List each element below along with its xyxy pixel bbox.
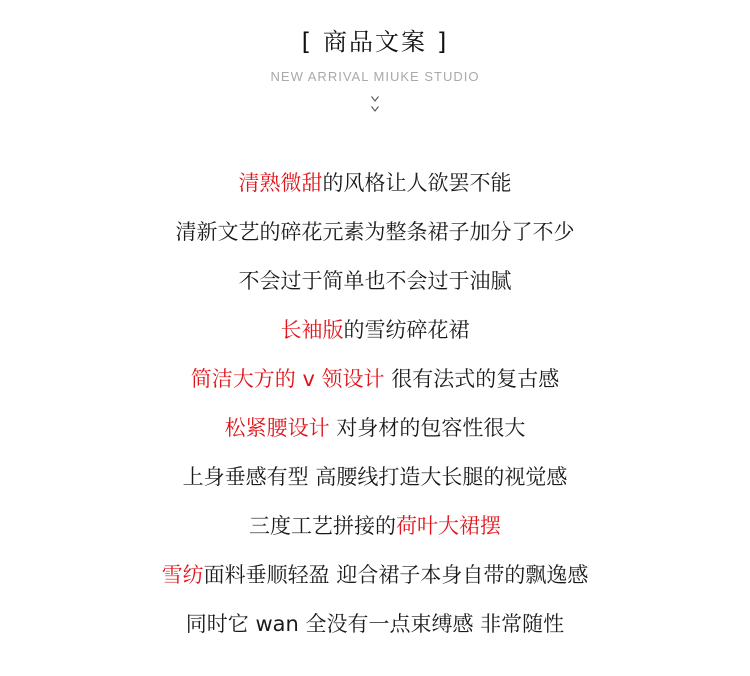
copy-line xyxy=(0,410,750,459)
chevron-down-icon xyxy=(371,96,379,104)
copy-text: 面料垂顺轻盈 迎合裙子本身自带的飘逸感 xyxy=(203,563,589,587)
copy-line xyxy=(0,557,750,606)
right-bracket: ] xyxy=(437,28,449,56)
copy-text: 不会过于简单也不会过于油腻 xyxy=(238,269,512,293)
copy-line xyxy=(0,165,750,214)
section-subtitle: NEW ARRIVAL MIUKE STUDIO xyxy=(270,69,480,84)
section-title xyxy=(0,22,750,62)
highlight-text: 长袖版 xyxy=(280,318,344,342)
highlight-text: 荷叶大裙摆 xyxy=(396,514,501,538)
copy-text: 很有法式的复古感 xyxy=(384,367,560,391)
highlight-text: 清熟微甜 xyxy=(238,171,323,195)
copy-lines xyxy=(0,165,750,655)
highlight-text: 简洁大方的 v 领设计 xyxy=(190,367,385,391)
highlight-text: 松紧腰设计 xyxy=(224,416,330,440)
copy-text: 的雪纺碎花裙 xyxy=(343,318,470,342)
copy-text: 三度工艺拼接的 xyxy=(249,514,396,538)
copy-line xyxy=(0,459,750,508)
chevron-down-icon xyxy=(371,106,379,114)
copy-line xyxy=(0,361,750,410)
copy-text: 同时它 wan 全没有一点束缚感 非常随性 xyxy=(185,612,565,636)
left-bracket: [ xyxy=(301,28,313,56)
copy-line xyxy=(0,508,750,557)
copy-text: 上身垂感有型 高腰线打造大长腿的视觉感 xyxy=(182,465,568,489)
copy-text: 清新文艺的碎花元素为整条裙子加分了不少 xyxy=(175,220,575,244)
copy-line xyxy=(0,214,750,263)
copy-line xyxy=(0,606,750,655)
copy-line xyxy=(0,312,750,361)
copy-text: 的风格让人欲罢不能 xyxy=(322,171,512,195)
copy-text: 对身材的包容性很大 xyxy=(329,416,526,440)
highlight-text: 雪纺 xyxy=(161,563,204,587)
copy-line xyxy=(0,263,750,312)
section-header xyxy=(0,22,750,122)
title-text: 商品文案 xyxy=(323,28,427,56)
double-chevron-down-icon xyxy=(0,94,750,122)
